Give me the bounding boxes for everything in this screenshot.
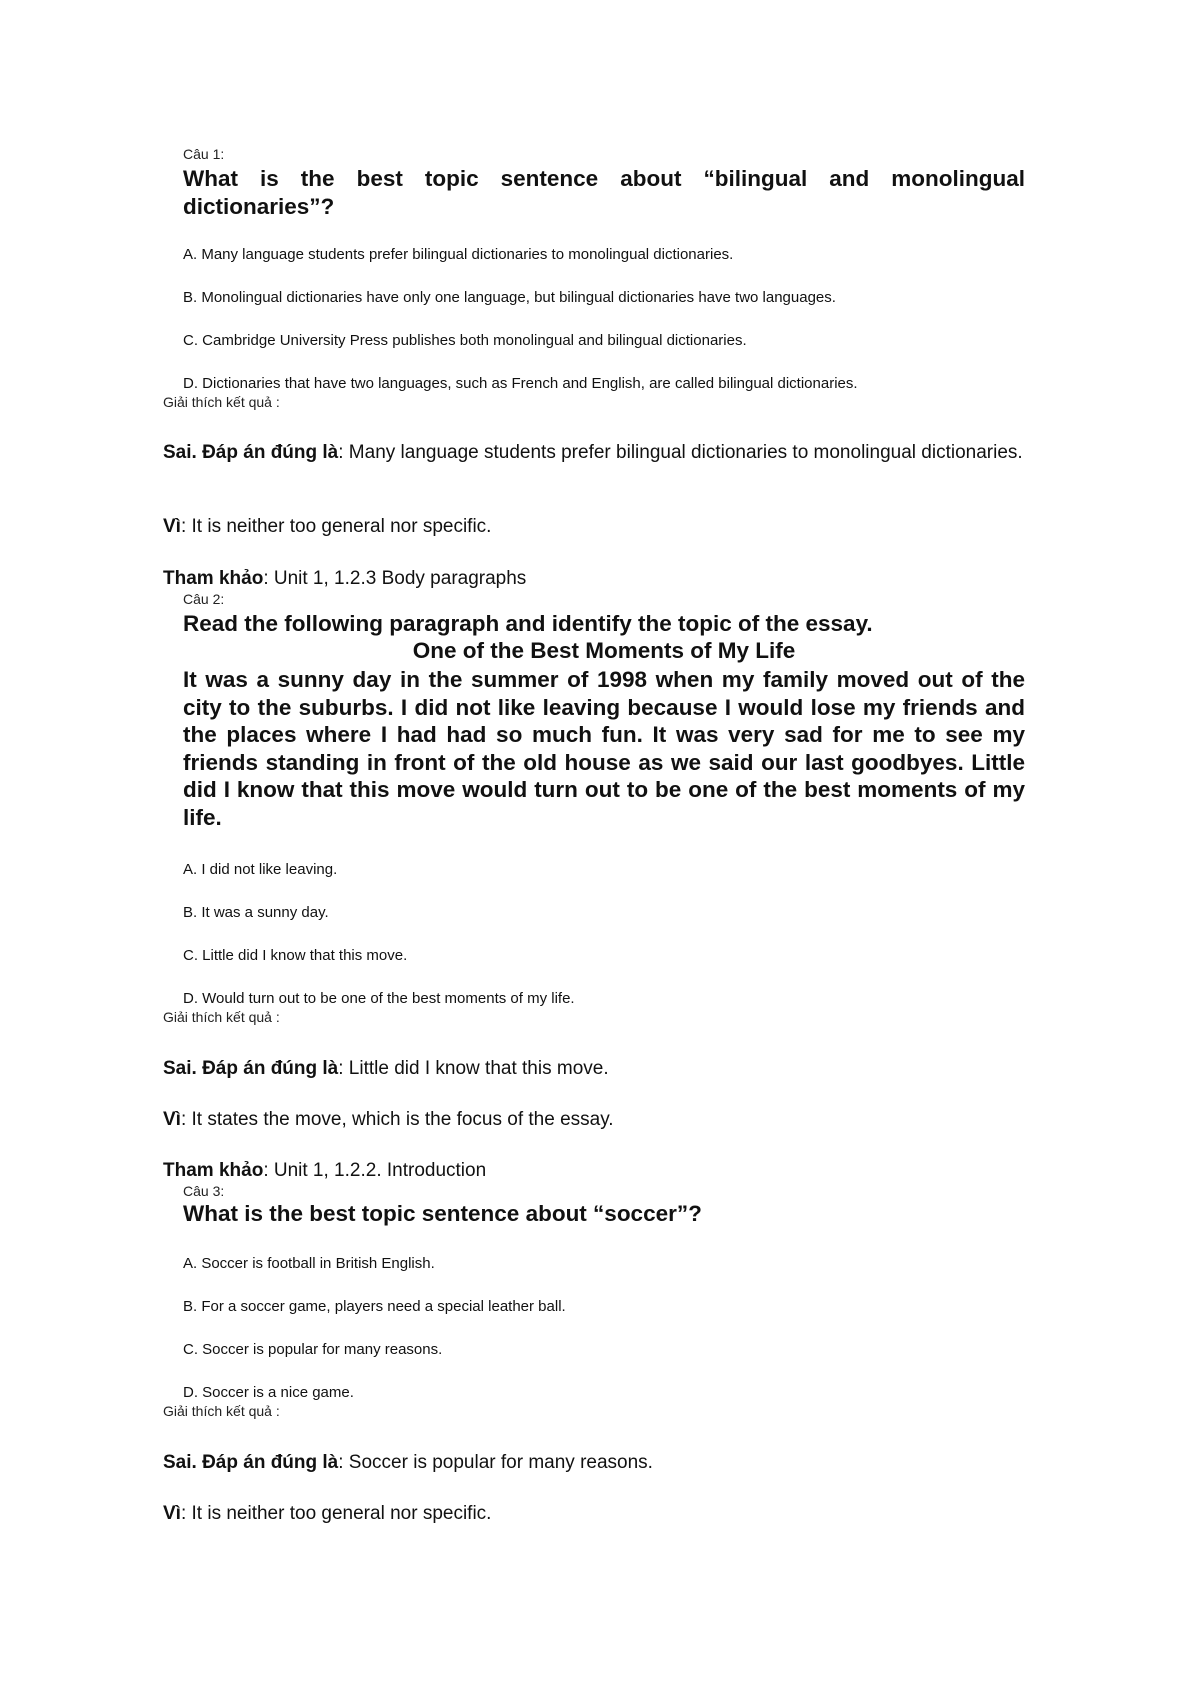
question-1-option-c: C. Cambridge University Press publishes both monolingual and bilingual dictionaries. <box>183 332 747 349</box>
question-3-answer <box>163 1451 1025 1475</box>
question-2-reason <box>163 1108 1025 1132</box>
question-1-answer <box>163 441 1025 465</box>
reference-text: : Unit 1, 1.2.2. Introduction <box>263 1160 487 1181</box>
question-2-label: Câu 2: <box>183 591 225 607</box>
reason-text: : It is neither too general nor specific. <box>180 1503 492 1524</box>
question-2-option-b: B. It was a sunny day. <box>183 904 329 921</box>
question-1-explain-label: Giải thích kết quả : <box>163 394 280 410</box>
question-2-reference <box>163 1159 1025 1183</box>
reason-prefix: Vì <box>163 516 181 537</box>
answer-prefix: Sai. Đáp án đúng là <box>163 442 339 463</box>
question-3-label: Câu 3: <box>183 1183 225 1199</box>
question-3-option-c: C. Soccer is popular for many reasons. <box>183 1341 443 1358</box>
question-2-explain-label: Giải thích kết quả : <box>163 1009 280 1025</box>
question-2-answer <box>163 1057 1025 1081</box>
reason-prefix: Vì <box>163 1503 181 1524</box>
question-3-option-b: B. For a soccer game, players need a special leather ball. <box>183 1298 566 1315</box>
paragraph-title: One of the Best Moments of My Life <box>412 638 796 663</box>
question-1-label: Câu 1: <box>183 146 225 162</box>
question-1-option-a: A. Many language students prefer bilingual dictionaries to monolingual dictionaries. <box>183 246 734 263</box>
question-1-option-d: D. Dictionaries that have two languages, such as French and English, are called bilingual dictionaries. <box>183 375 858 392</box>
reason-prefix: Vì <box>163 1109 181 1130</box>
reference-prefix: Tham khảo <box>163 1160 264 1181</box>
answer-prefix: Sai. Đáp án đúng là <box>163 1058 339 1079</box>
question-3-reason <box>163 1502 1025 1526</box>
question-3-option-d: D. Soccer is a nice game. <box>183 1384 354 1401</box>
paragraph-body: It was a sunny day in the summer of 1998 when my family moved out of the city to the suburbs. I did not like leaving because I would lose my friends and the places where I had had so much fun. It was very sad for me to see my friends standing in front of the old house as we said our last goodbyes. Little did I know that this move would turn out to be one of the best moments of my life. <box>183 667 1025 830</box>
question-1-option-b: B. Monolingual dictionaries have only one language, but bilingual dictionaries have two languages. <box>183 289 836 306</box>
reason-text: : It is neither too general nor specific. <box>180 516 492 537</box>
question-2-option-d: D. Would turn out to be one of the best moments of my life. <box>183 990 575 1007</box>
answer-prefix: Sai. Đáp án đúng là <box>163 1452 339 1473</box>
answer-text: : Many language students prefer bilingual dictionaries to monolingual dictionaries. <box>338 442 1023 463</box>
question-2-option-c: C. Little did I know that this move. <box>183 947 408 964</box>
question-1-title: What is the best topic sentence about “bilingual and monolingual dictionaries”? <box>183 166 1025 219</box>
reference-text: : Unit 1, 1.2.3 Body paragraphs <box>263 568 527 589</box>
question-3-option-a: A. Soccer is football in British English. <box>183 1255 435 1272</box>
reference-prefix: Tham khảo <box>163 568 264 589</box>
answer-text: : Soccer is popular for many reasons. <box>338 1452 653 1473</box>
question-3-explain-label: Giải thích kết quả : <box>163 1403 280 1419</box>
question-2-title: Read the following paragraph and identify the topic of the essay. <box>183 611 873 636</box>
answer-text: : Little did I know that this move. <box>338 1058 609 1079</box>
question-1-reason <box>163 515 1025 539</box>
question-3-title: What is the best topic sentence about “soccer”? <box>183 1201 702 1226</box>
reason-text: : It states the move, which is the focus of the essay. <box>180 1109 614 1130</box>
question-2-option-a: A. I did not like leaving. <box>183 861 338 878</box>
question-1-reference <box>163 567 1025 591</box>
